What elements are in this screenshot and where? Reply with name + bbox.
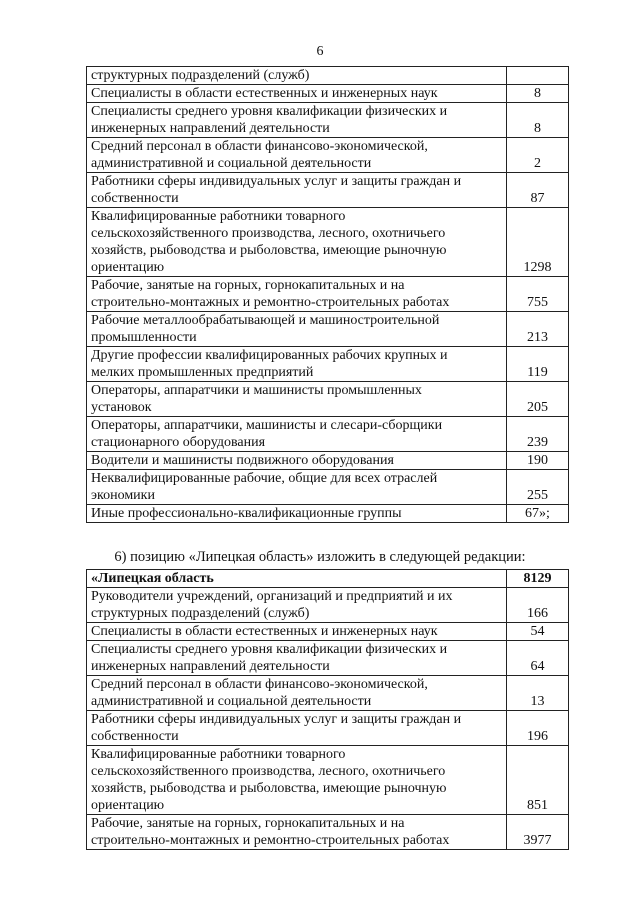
table-row <box>87 676 569 711</box>
occupation-count: 213 <box>507 312 569 347</box>
occupation-table-previous <box>86 66 569 523</box>
table-row <box>87 277 569 312</box>
occupation-name: Руководители учреждений, организаций и предприятий и их структурных подразделений (служб) <box>87 588 507 623</box>
occupation-count <box>507 67 569 85</box>
occupation-name: Средний персонал в области финансово-экономической, административной и социальной деятельности <box>87 138 507 173</box>
table-row <box>87 347 569 382</box>
page-number: 6 <box>316 44 324 59</box>
table-row <box>87 417 569 452</box>
occupation-name: Операторы, аппаратчики и машинисты промышленных установок <box>87 382 507 417</box>
table-body <box>87 570 569 850</box>
occupation-count: 205 <box>507 382 569 417</box>
occupation-count: 1298 <box>507 208 569 277</box>
amendment-caption: 6) позицию «Липецкая область» изложить в следующей редакции: <box>114 549 526 565</box>
table-row <box>87 815 569 850</box>
table-row <box>87 312 569 347</box>
region-total: 8129 <box>507 570 569 588</box>
occupation-name: Квалифицированные работники товарного сельскохозяйственного производства, лесного, охотничьего хозяйств, рыбоводства и рыболовства, имеющие рыночную ориентацию <box>87 746 507 815</box>
occupation-count: 2 <box>507 138 569 173</box>
occupation-count: 8 <box>507 103 569 138</box>
table-row <box>87 746 569 815</box>
occupation-name: Работники сферы индивидуальных услуг и защиты граждан и собственности <box>87 173 507 208</box>
occupation-name: Средний персонал в области финансово-экономической, административной и социальной деятельности <box>87 676 507 711</box>
table-row <box>87 67 569 85</box>
occupation-count: 64 <box>507 641 569 676</box>
table-row <box>87 103 569 138</box>
table-row <box>87 470 569 505</box>
occupation-name: Другие профессии квалифицированных рабочих крупных и мелких промышленных предприятий <box>87 347 507 382</box>
occupation-table-lipetsk <box>86 569 569 850</box>
region-header-row <box>87 570 569 588</box>
table-row <box>87 173 569 208</box>
occupation-count: 3977 <box>507 815 569 850</box>
occupation-name: Специалисты среднего уровня квалификации физических и инженерных направлений деятельности <box>87 103 507 138</box>
occupation-count: 239 <box>507 417 569 452</box>
region-name: «Липецкая область <box>87 570 507 588</box>
occupation-count: 755 <box>507 277 569 312</box>
table-row <box>87 505 569 523</box>
occupation-count: 13 <box>507 676 569 711</box>
occupation-name: Водители и машинисты подвижного оборудования <box>87 452 507 470</box>
table-row <box>87 382 569 417</box>
occupation-count: 119 <box>507 347 569 382</box>
occupation-name: Операторы, аппаратчики, машинисты и слесари-сборщики стационарного оборудования <box>87 417 507 452</box>
table-row <box>87 588 569 623</box>
table-row <box>87 452 569 470</box>
occupation-count: 255 <box>507 470 569 505</box>
occupation-count: 196 <box>507 711 569 746</box>
occupation-name: Специалисты среднего уровня квалификации физических и инженерных направлений деятельности <box>87 641 507 676</box>
occupation-name: Квалифицированные работники товарного сельскохозяйственного производства, лесного, охотничьего хозяйств, рыбоводства и рыболовства, имеющие рыночную ориентацию <box>87 208 507 277</box>
occupation-count: 67»; <box>507 505 569 523</box>
occupation-count: 87 <box>507 173 569 208</box>
occupation-name: Рабочие металлообрабатывающей и машиностроительной промышленности <box>87 312 507 347</box>
table-row <box>87 641 569 676</box>
occupation-name: Рабочие, занятые на горных, горнокапитальных и на строительно-монтажных и ремонтно-строительных работах <box>87 277 507 312</box>
occupation-name: Специалисты в области естественных и инженерных наук <box>87 623 507 641</box>
occupation-count: 8 <box>507 85 569 103</box>
occupation-count: 54 <box>507 623 569 641</box>
occupation-name: Специалисты в области естественных и инженерных наук <box>87 85 507 103</box>
table-row <box>87 138 569 173</box>
occupation-name: структурных подразделений (служб) <box>87 67 507 85</box>
table-row <box>87 711 569 746</box>
occupation-name: Неквалифицированные рабочие, общие для всех отраслей экономики <box>87 470 507 505</box>
occupation-count: 851 <box>507 746 569 815</box>
occupation-name: Работники сферы индивидуальных услуг и защиты граждан и собственности <box>87 711 507 746</box>
table-row <box>87 85 569 103</box>
occupation-count: 166 <box>507 588 569 623</box>
occupation-count: 190 <box>507 452 569 470</box>
table-row <box>87 208 569 277</box>
occupation-name: Рабочие, занятые на горных, горнокапитальных и на строительно-монтажных и ремонтно-строительных работах <box>87 815 507 850</box>
occupation-name: Иные профессионально-квалификационные группы <box>87 505 507 523</box>
table-row <box>87 623 569 641</box>
table-body <box>87 67 569 523</box>
